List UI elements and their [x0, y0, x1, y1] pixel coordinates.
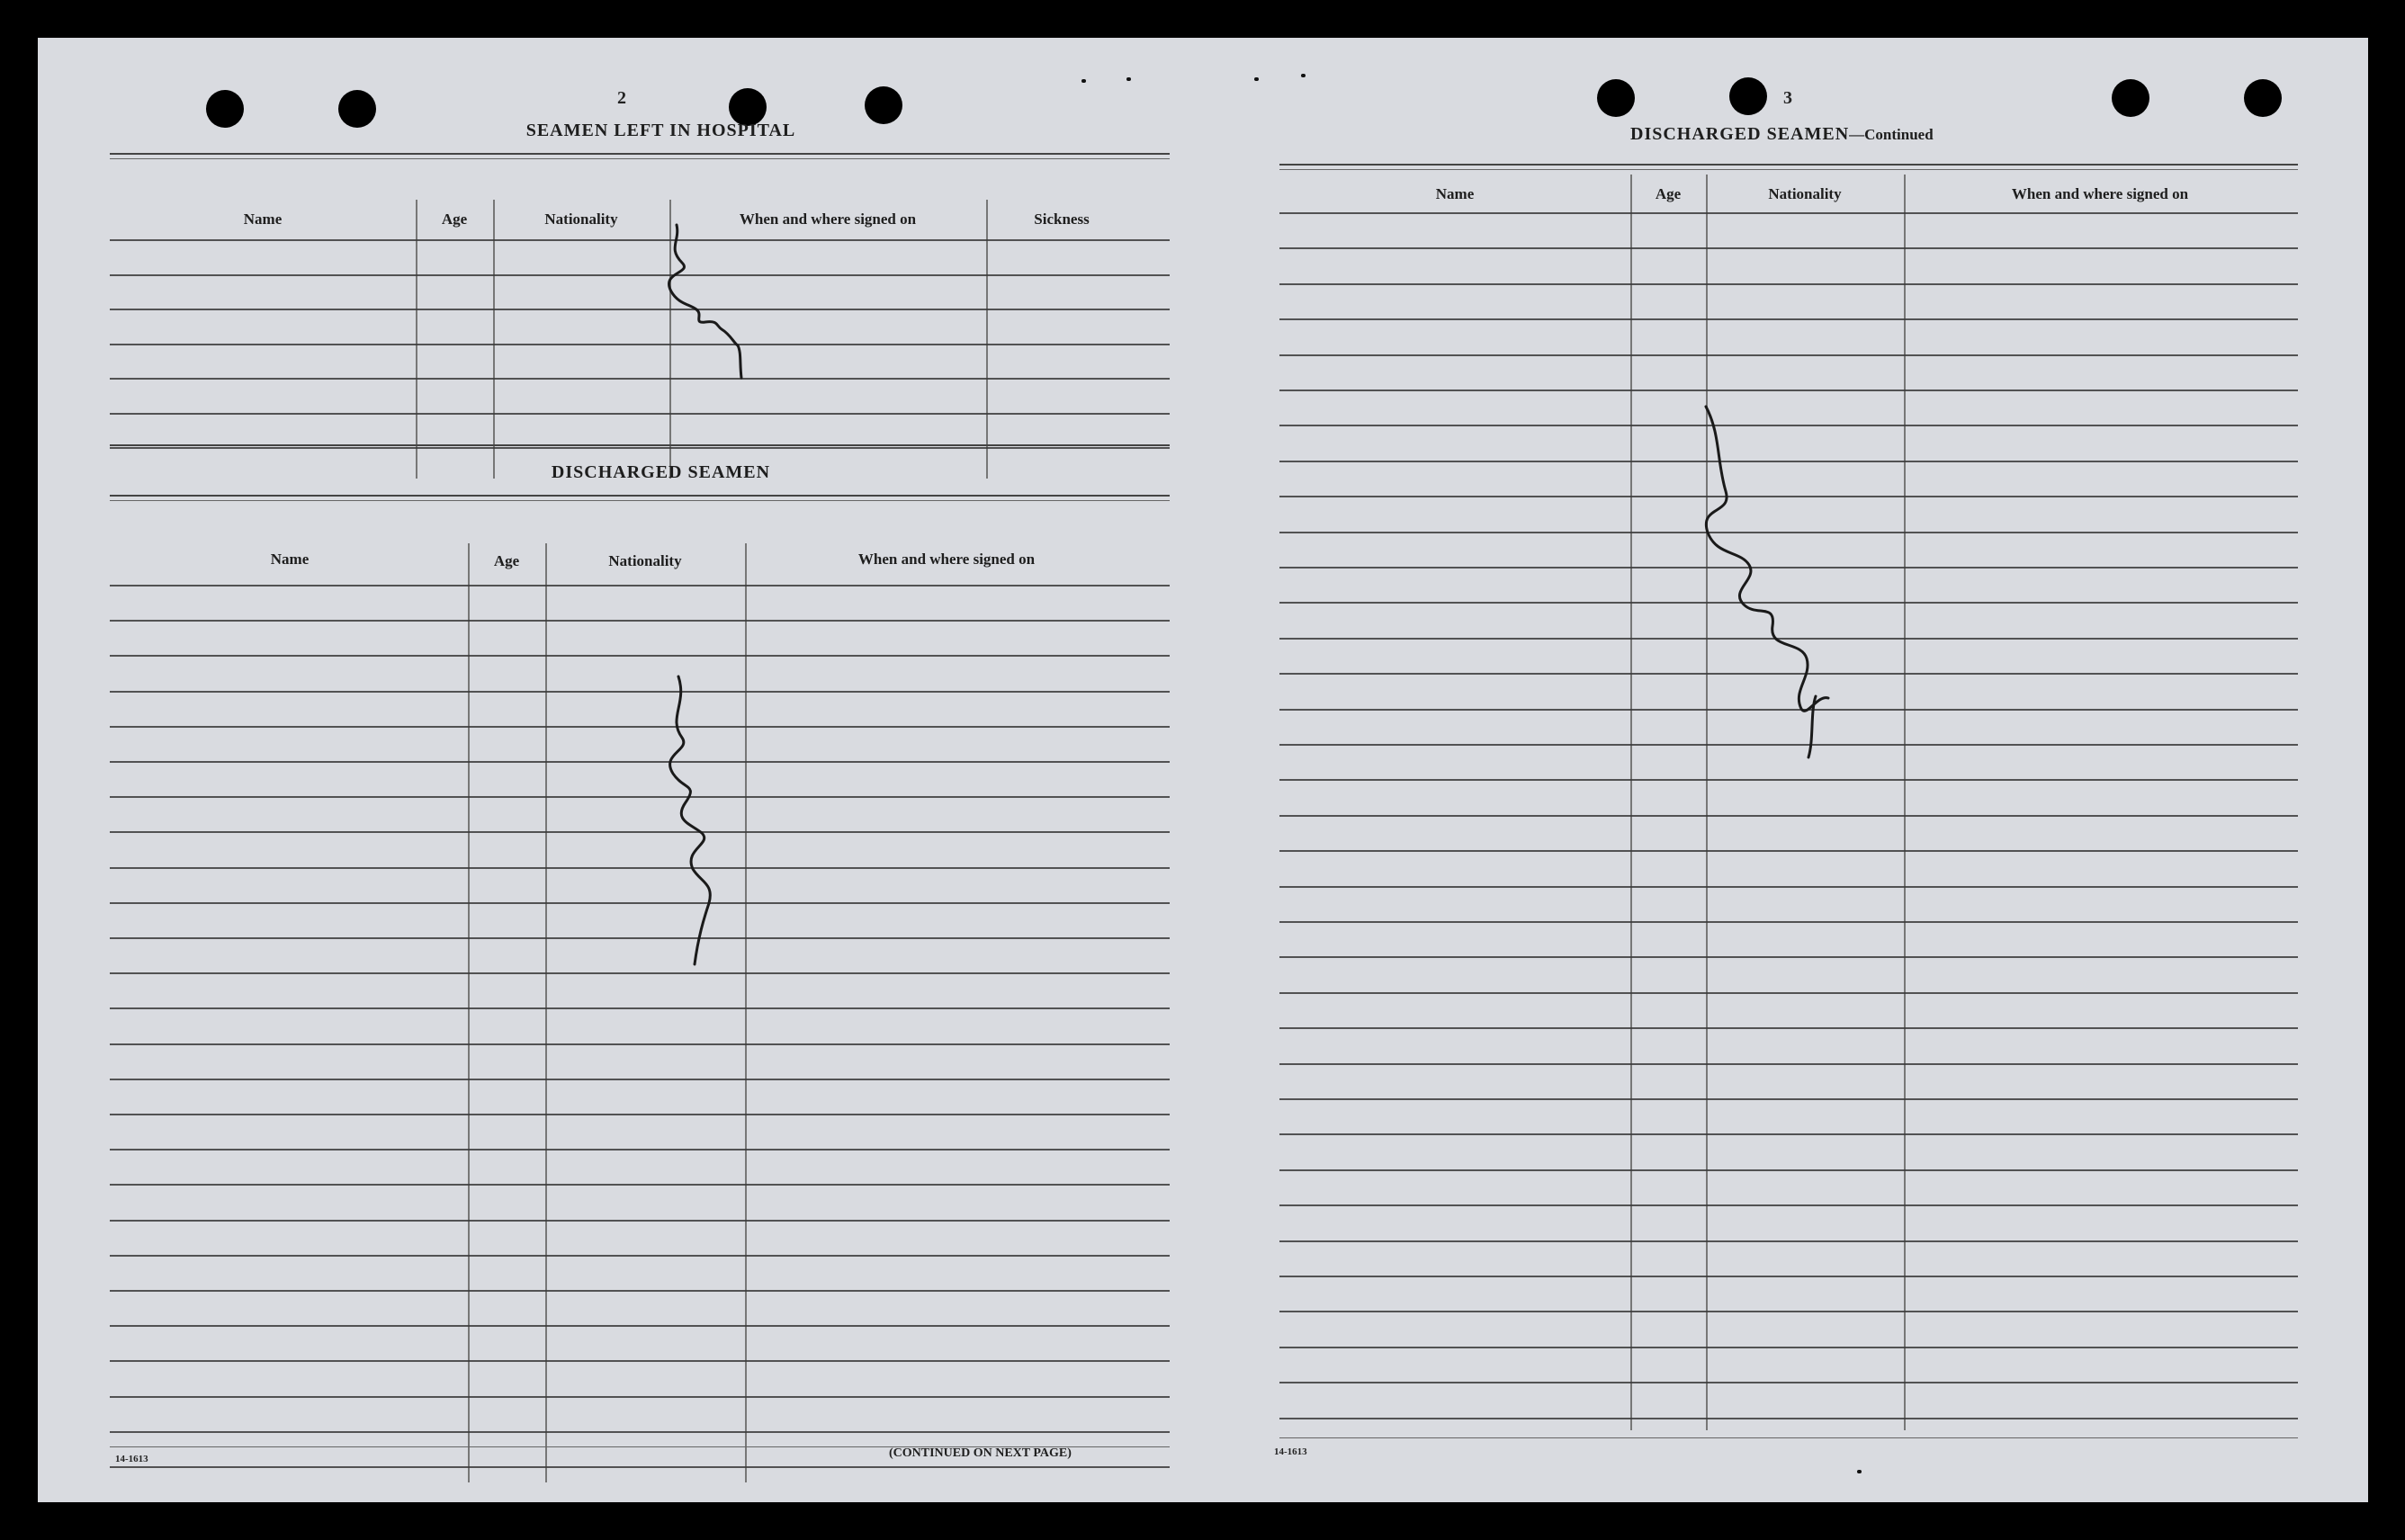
hospital-top-rule-thin — [110, 158, 1170, 159]
hospital-col-signed-on: When and where signed on — [739, 210, 917, 228]
right-top-rule — [1279, 164, 2298, 166]
ruled-line — [110, 1043, 1170, 1045]
hospital-col-sickness: Sickness — [1034, 210, 1090, 228]
right-discharged-title — [1278, 124, 2405, 145]
right-col-divider — [1630, 175, 1632, 1430]
discharged-col-name: Name — [270, 551, 310, 568]
hospital-bottom-rule — [110, 444, 1170, 446]
ruled-line — [1279, 886, 2298, 888]
ruled-line — [110, 1290, 1170, 1292]
ruled-line — [1279, 1347, 2298, 1348]
discharged-top-rule — [110, 495, 1170, 497]
ruled-line — [1279, 318, 2298, 320]
continued-note: (CONTINUED ON NEXT PAGE) — [889, 1446, 1072, 1460]
ruled-line — [1279, 921, 2298, 923]
hospital-col-name: Name — [243, 210, 283, 228]
ruled-line — [110, 1396, 1170, 1398]
ruled-line — [1279, 247, 2298, 249]
ruled-line — [110, 1466, 1170, 1468]
ruled-line — [1279, 1382, 2298, 1383]
right-discharged-title-suffix: —Continued — [1849, 126, 1934, 143]
ruled-line — [1279, 354, 2298, 356]
right-page-bottom-rule — [1279, 1437, 2298, 1438]
punch-hole — [1597, 79, 1635, 117]
ink-speck — [1126, 77, 1131, 81]
ink-speck — [1301, 74, 1306, 77]
right-col-divider — [1904, 175, 1906, 1430]
ruled-line — [1279, 815, 2298, 817]
ink-speck — [1081, 79, 1086, 83]
right-col-signed-on: When and where signed on — [2011, 185, 2189, 202]
right-page-number: 3 — [1783, 88, 1792, 108]
discharged-col-signed-on: When and where signed on — [857, 551, 1036, 568]
ruled-line — [1279, 992, 2298, 994]
discharged-top-rule-thin — [110, 500, 1170, 501]
ruled-line — [110, 655, 1170, 657]
punch-hole — [206, 90, 244, 128]
ruled-line — [110, 413, 1170, 415]
discharged-col-divider — [468, 543, 470, 1482]
ruled-line — [1279, 1276, 2298, 1277]
punch-hole — [2112, 79, 2149, 117]
right-discharged-title-main: DISCHARGED SEAMEN — [1630, 124, 1850, 144]
ruled-line — [110, 1149, 1170, 1151]
ruled-line — [1279, 1027, 2298, 1029]
ruled-line — [1279, 389, 2298, 391]
ruled-line — [110, 1431, 1170, 1433]
form-sheet — [38, 38, 2368, 1502]
ruled-line — [1279, 956, 2298, 958]
hospital-col-age: Age — [441, 210, 468, 228]
ruled-line — [1279, 1098, 2298, 1100]
discharged-col-age: Age — [493, 552, 520, 569]
ruled-line — [1279, 1063, 2298, 1065]
right-col-name: Name — [1435, 185, 1475, 202]
ruled-line — [110, 1184, 1170, 1186]
ruled-line — [110, 1325, 1170, 1327]
right-col-age: Age — [1655, 185, 1682, 202]
ruled-line — [1279, 1240, 2298, 1242]
ruled-line — [110, 447, 1170, 449]
discharged-section-title: DISCHARGED SEAMEN — [551, 462, 771, 482]
right-col-divider — [1706, 175, 1708, 1430]
ruled-line — [110, 1114, 1170, 1115]
handwritten-none-mark-hospital — [614, 218, 758, 398]
left-page-number: 2 — [617, 88, 626, 108]
handwritten-none-mark-right — [1657, 398, 1873, 775]
right-top-rule-thin — [1279, 169, 2298, 170]
ruled-line — [1279, 1169, 2298, 1171]
hospital-section-title: SEAMEN LEFT IN HOSPITAL — [525, 121, 796, 140]
handwritten-none-mark-discharged — [632, 667, 740, 1009]
ruled-line — [1279, 1418, 2298, 1419]
ruled-line — [110, 1255, 1170, 1257]
ruled-line — [110, 620, 1170, 622]
ruled-line — [110, 1360, 1170, 1362]
discharged-col-nationality: Nationality — [608, 552, 682, 569]
hospital-top-rule — [110, 153, 1170, 155]
punch-hole — [865, 86, 902, 124]
punch-hole — [1729, 77, 1767, 115]
right-form-number: 14-1613 — [1274, 1446, 1307, 1457]
hospital-col-divider — [416, 200, 417, 479]
discharged-table-right — [1279, 171, 2298, 1475]
ruled-line — [1279, 779, 2298, 781]
ruled-line — [110, 1079, 1170, 1080]
left-form-number: 14-1613 — [115, 1454, 148, 1464]
right-col-nationality: Nationality — [1768, 185, 1842, 202]
ruled-line — [110, 585, 1170, 586]
ruled-line — [1279, 850, 2298, 852]
discharged-col-divider — [745, 543, 747, 1482]
punch-hole — [2244, 79, 2282, 117]
discharged-col-divider — [545, 543, 547, 1482]
ruled-line — [1279, 1204, 2298, 1206]
ruled-line — [1279, 1133, 2298, 1135]
ink-speck — [1254, 77, 1259, 81]
ruled-line — [1279, 283, 2298, 285]
hospital-col-divider — [493, 200, 495, 479]
hospital-col-divider — [986, 200, 988, 479]
hospital-col-nationality: Nationality — [544, 210, 618, 228]
ruled-line — [1279, 212, 2298, 214]
ruled-line — [1279, 1311, 2298, 1312]
ruled-line — [110, 1220, 1170, 1222]
